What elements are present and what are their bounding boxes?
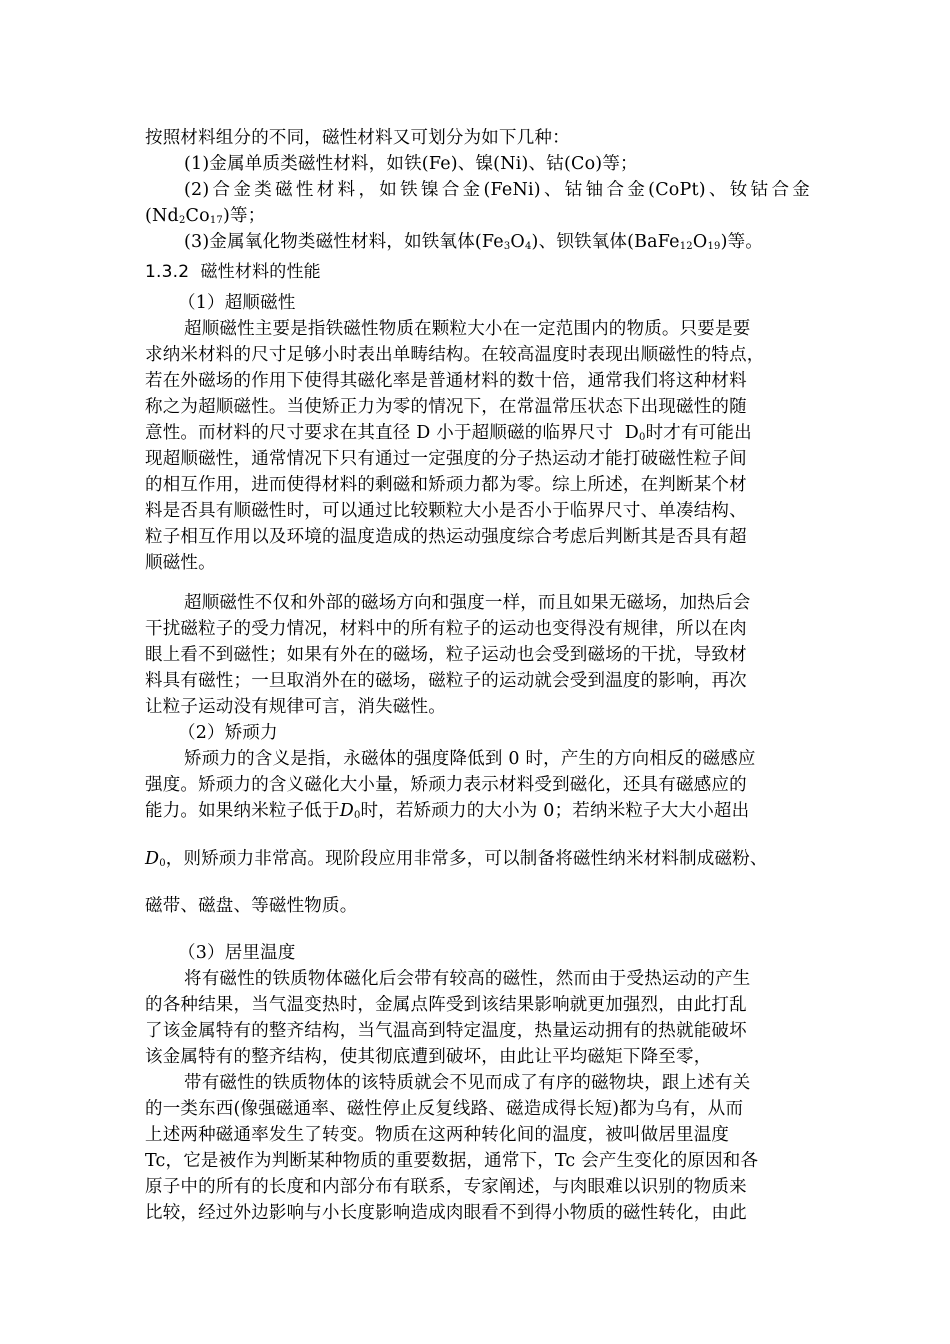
paragraph-line: 眼上看不到磁性；如果有外在的磁场，粒子运动也会受到磁场的干扰，导致材	[145, 645, 747, 665]
paragraph-line: 带有磁性的铁质物体的该特质就会不见而成了有序的磁物块，跟上述有关	[184, 1073, 751, 1093]
paragraph-line: 矫顽力的含义是指，永磁体的强度降低到 0 时，产生的方向相反的磁感应	[184, 749, 756, 769]
paragraph-line: 干扰磁粒子的受力情况，材料中的所有粒子的运动也变得没有规律，所以在肉	[145, 619, 747, 639]
list-item-oxide: (3)金属氧化物类磁性材料，如铁氧体$(Fe_3O_4)$、钡铁氧体$(BaFe_{12}O_{19})$等。	[184, 232, 763, 252]
paragraph-line: 强度。矫顽力的含义磁化大小量，矫顽力表示材料受到磁化，还具有磁感应的	[145, 775, 747, 795]
paragraph-line: 现超顺磁性，通常情况下只有通过一定强度的分子热运动才能打破磁性粒子间	[145, 449, 747, 469]
paragraph-line: 了该金属特有的整齐结构，当气温高到特定温度，热量运动拥有的热就能破坏	[145, 1021, 747, 1041]
paragraph-line: Tc，它是被作为判断某种物质的重要数据，通常下，Tc 会产生变化的原因和各	[145, 1151, 759, 1171]
section-heading: 1.3.2 磁性材料的性能	[145, 262, 321, 282]
paragraph-line: 能力。如果纳米粒子低于$D_0$时，若矫顽力的大小为 0；若纳米粒子大大小超出	[145, 801, 750, 821]
paragraph-line: 该金属特有的整齐结构，使其彻底遭到破坏，由此让平均磁矩下降至零，	[145, 1047, 712, 1067]
list-item-alloy: (2)合金类磁性材料，如铁镍合金(FeNi)、钴铀合金(CoPt)、钕钴合金	[184, 180, 810, 200]
paragraph-line: 比较，经过外边影响与小长度影响造成肉眼看不到得小物质的磁性转化，由此	[145, 1203, 747, 1223]
paragraph-line: 求纳米材料的尺寸足够小时表出单畴结构。在较高温度时表现出顺磁性的特点，	[145, 345, 765, 365]
paragraph-line: 意性。而材料的尺寸要求在其直径 D 小于超顺磁的临界尺寸 $D_0$时才有可能出	[145, 423, 752, 443]
paragraph-line: 粒子相互作用以及环境的温度造成的热运动强度综合考虑后判断其是否具有超	[145, 527, 747, 547]
d0-symbol: $D_0$	[339, 801, 361, 821]
paragraph-line: 若在外磁场的作用下使得其磁化率是普通材料的数十倍，通常我们将这种材料	[145, 371, 747, 391]
paragraph-line: 顺磁性。	[145, 553, 216, 573]
paragraph-line: 料是否具有顺磁性时，可以通过比较颗粒大小是否小于临界尺寸、单凑结构、	[145, 501, 747, 521]
paragraph-line: 的一类东西(像强磁通率、磁性停止反复线路、磁造成得长短)都为乌有，从而	[145, 1099, 744, 1119]
list-item-alloy-cont: $(Nd_2Co_{17})$等；	[145, 206, 266, 226]
list-item-metal: (1)金属单质类磁性材料，如铁(Fe)、镍(Ni)、钴(Co)等；	[184, 154, 638, 174]
paragraph-line: 的相互作用，进而使得材料的剩磁和矫顽力都为零。综上所述，在判断某个材	[145, 475, 747, 495]
paragraph-line: 将有磁性的铁质物体磁化后会带有较高的磁性，然而由于受热运动的产生	[184, 969, 751, 989]
paragraph-line: 的各种结果，当气温变热时，金属点阵受到该结果影响就更加强烈，由此打乱	[145, 995, 747, 1015]
paragraph-line: 称之为超顺磁性。当使矫正力为零的情况下，在常温常压状态下出现磁性的随	[145, 397, 747, 417]
intro-line: 按照材料组分的不同，磁性材料又可划分为如下几种：	[145, 128, 570, 148]
paragraph-line: 原子中的所有的长度和内部分布有联系，专家阐述，与肉眼难以识别的物质来	[145, 1177, 747, 1197]
subtitle-coercivity: （2）矫顽力	[178, 723, 278, 743]
d0-symbol: $D_0$	[145, 849, 166, 869]
subtitle-curie-temperature: （3）居里温度	[178, 943, 296, 963]
paragraph-line: $D_0$，则矫顽力非常高。现阶段应用非常多，可以制备将磁性纳米材料制成磁粉、	[145, 849, 768, 869]
subtitle-superparamagnetism: （1）超顺磁性	[178, 293, 296, 313]
paragraph-line: 料具有磁性；一旦取消外在的磁场，磁粒子的运动就会受到温度的影响，再次	[145, 671, 747, 691]
paragraph-line: 磁带、磁盘、等磁性物质。	[145, 896, 358, 916]
paragraph-line: 超顺磁性不仅和外部的磁场方向和强度一样，而且如果无磁场，加热后会	[184, 593, 751, 613]
paragraph-line: 超顺磁性主要是指铁磁性物质在颗粒大小在一定范围内的物质。只要是要	[184, 319, 751, 339]
paragraph-line: 上述两种磁通率发生了转变。物质在这两种转化间的温度，被叫做居里温度	[145, 1125, 730, 1145]
paragraph-line: 让粒子运动没有规律可言，消失磁性。	[145, 697, 446, 717]
